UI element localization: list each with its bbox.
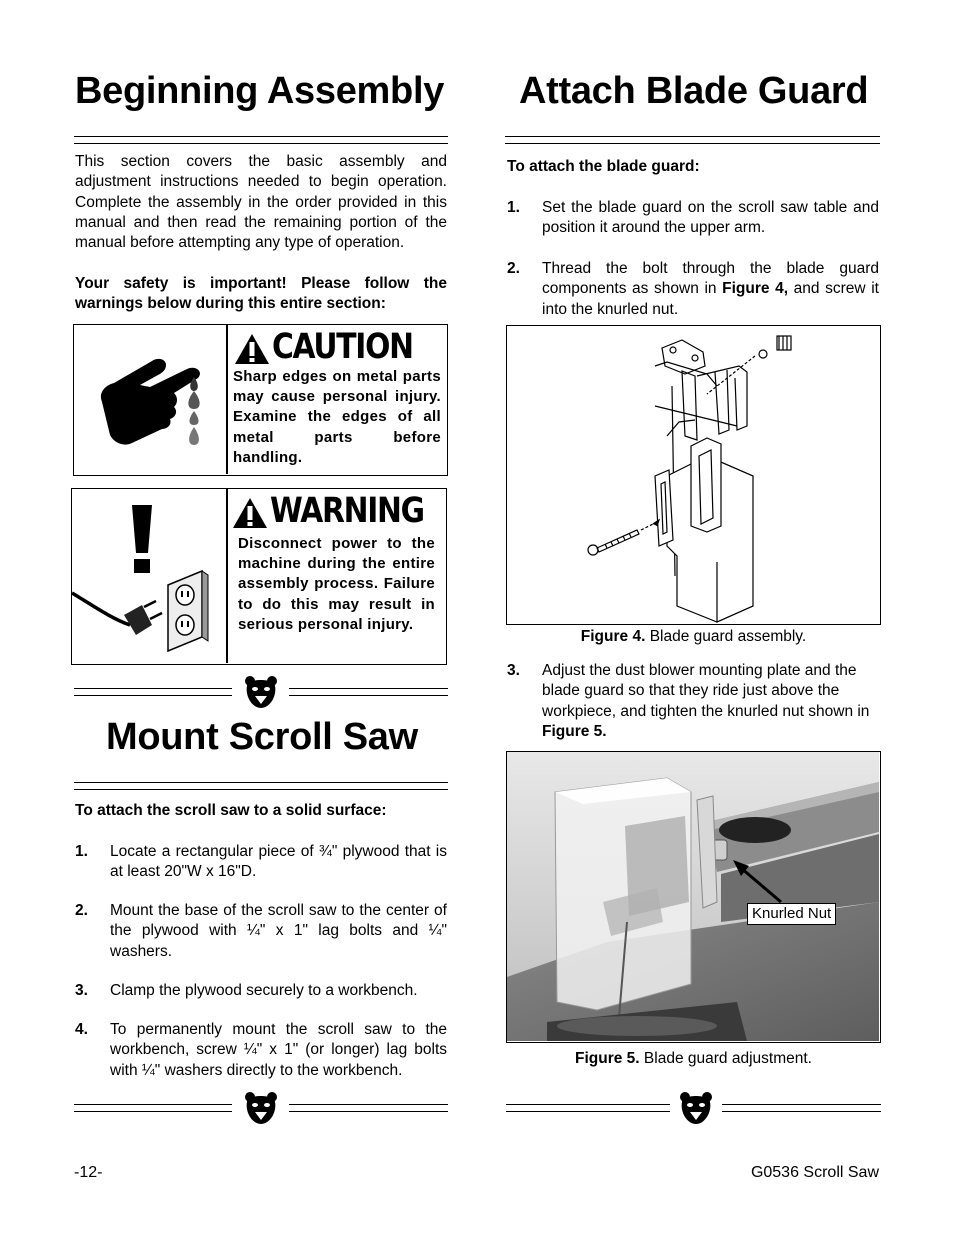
model-name: G0536 Scroll Saw [750, 1164, 879, 1181]
bear-separator [74, 1094, 448, 1124]
blade-step-2: 2. Thread the bolt through the blade guard components as shown in Figure 4, and screw it into the knurled nut. [507, 260, 879, 318]
warning-header [232, 493, 442, 535]
title-rule [74, 136, 448, 144]
section-title-beginning-assembly: Beginning Assembly [75, 70, 445, 112]
caution-triangle-icon [234, 333, 270, 365]
mount-step-1: 1. Locate a rectangular piece of ¾" plywood that is at least 20"W x 16"D. [75, 843, 447, 881]
warning-divider [226, 489, 228, 663]
blade-guard-intro: To attach the blade guard: [507, 158, 700, 175]
warning-triangle-icon [232, 497, 268, 529]
caution-text: Sharp edges on metal parts may cause personal injury. Examine the edges of all metal parts before handling. [233, 368, 441, 466]
mount-step-4: 4. To permanently mount the scroll saw to the workbench, screw ¼" x 1" (or longer) lag bolts with ¼" washers directly to the workbench. [75, 1021, 447, 1079]
figure-5-frame [506, 751, 881, 1043]
blade-step-1: 1. Set the blade guard on the scroll saw table and position it around the upper arm. [507, 199, 879, 237]
bear-logo-icon [244, 1090, 278, 1126]
mount-intro: To attach the scroll saw to a solid surface: [75, 802, 387, 819]
figure-4-caption: Figure 4. Blade guard assembly. [580, 628, 807, 645]
mount-step-2: 2. Mount the base of the scroll saw to the center of the plywood with ¼" x 1" lag bolts and ¼" washers. [75, 902, 447, 960]
safety-note: Your safety is important! Please follow the warnings below during this entire section: [75, 275, 447, 313]
bear-separator [74, 678, 448, 708]
bear-separator [506, 1094, 881, 1124]
knurled-nut-callout: Knurled Nut [747, 903, 836, 925]
caution-heading: CAUTION [272, 327, 413, 367]
bear-logo-icon [244, 674, 278, 710]
blade-guard-adjustment-photo [507, 752, 879, 1041]
title-rule [74, 782, 448, 790]
page-number: -12- [74, 1164, 103, 1181]
mount-step-3: 3. Clamp the plywood securely to a workbench. [75, 982, 418, 999]
warning-text: Disconnect power to the machine during the entire assembly process. Failure to do this may result in serious personal injury. [238, 535, 435, 633]
section-title-attach-blade-guard: Attach Blade Guard [519, 70, 869, 112]
caution-divider [226, 325, 228, 474]
warning-box [71, 488, 447, 665]
intro-paragraph: This section covers the basic assembly and adjustment instructions needed to begin operation. Complete the assembly in the order provided in this manual and then read the remaining portion of the manual before attempting any type of operation. [75, 153, 447, 252]
bear-logo-icon [679, 1090, 713, 1126]
section-title-mount-scroll-saw: Mount Scroll Saw [106, 716, 418, 758]
blade-step-3: 3. Adjust the dust blower mounting plate and the blade guard so that they ride just above the workpiece, and tighten the knurled nut shown in Figure 5. [507, 662, 870, 740]
caution-header [234, 329, 444, 371]
title-rule [505, 136, 880, 144]
figure-5-caption: Figure 5. Blade guard adjustment. [575, 1050, 812, 1067]
blade-guard-assembly-diagram [507, 326, 879, 623]
caution-box [73, 324, 448, 476]
cut-hand-icon [92, 347, 212, 457]
warning-heading: WARNING [270, 491, 424, 531]
figure-4-frame [506, 325, 881, 625]
electric-plug-icon [72, 497, 222, 657]
